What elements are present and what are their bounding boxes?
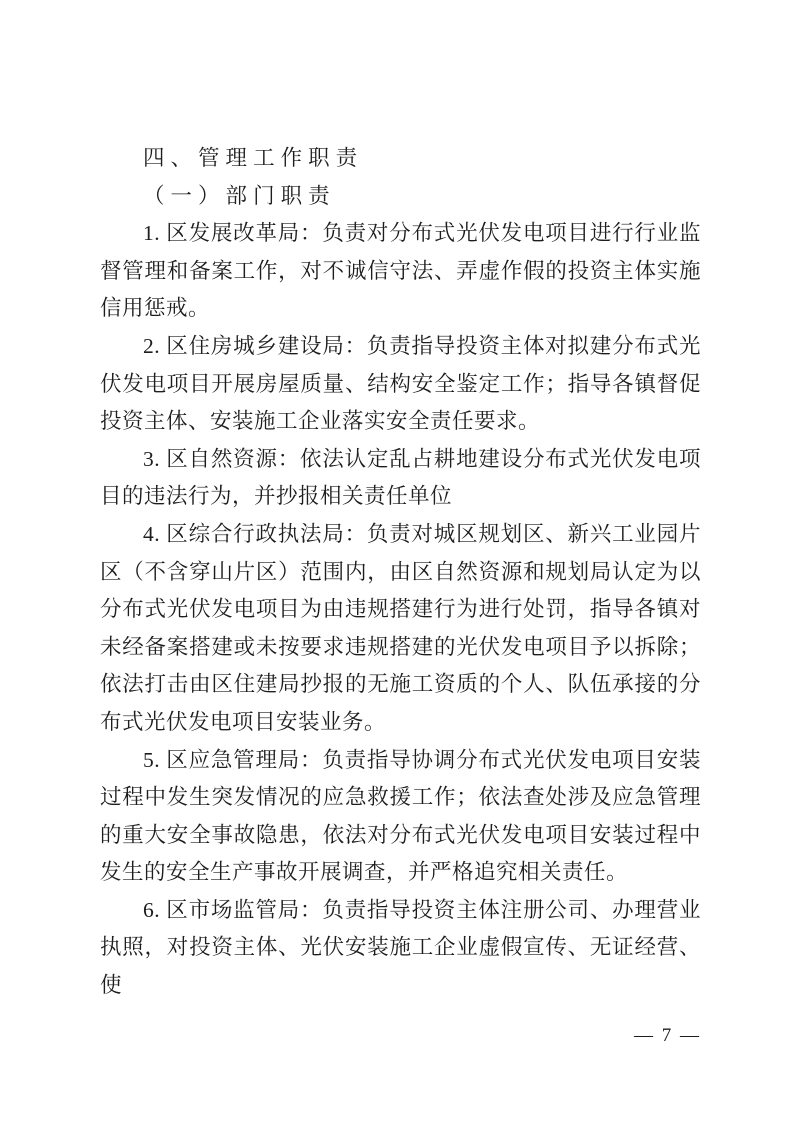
section-heading: 四、管理工作职责	[143, 146, 364, 170]
paragraph-natural-resources: 3. 区自然资源：依法认定乱占耕地建设分布式光伏发电项目的违法行为，并抄报相关责任单位	[100, 446, 701, 509]
page-number: — 7 —	[634, 1025, 701, 1046]
paragraph-housing-urban-rural-construction-bureau: 2. 区住房城乡建设局：负责指导投资主体对拟建分布式光伏发电项目开展房屋质量、结构安全鉴定工作；指导各镇督促投资主体、安装施工企业落实安全责任要求。	[100, 333, 701, 434]
paragraph-emergency-management-bureau: 5. 区应急管理局：负责指导协调分布式光伏发电项目安装过程中发生突发情况的应急救援工作；依法查处涉及应急管理的重大安全事故隐患，依法对分布式光伏发电项目安装过程中发生的安全生产事故开展调查，并严格追究相关责任。	[100, 747, 701, 885]
paragraph-development-reform-bureau: 1. 区发展改革局：负责对分布式光伏发电项目进行行业监督管理和备案工作，对不诚信守法、弄虚作假的投资主体实施信用惩戒。	[100, 221, 701, 321]
subsection-heading: （一）部门职责	[143, 183, 336, 208]
page-footer	[634, 1024, 701, 1048]
paragraph-comprehensive-administrative-law-enforcement-bureau: 4. 区综合行政执法局：负责对城区规划区、新兴工业园片区（不含穿山片区）范围内，由区自然资源和规划局认定为以分布式光伏发电项目为由违规搭建行为进行处罚，指导各镇对未经备案搭建或未按要求违规搭建的光伏发电项目予以拆除；依法打击由区住建局抄报的无施工资质的个人、队伍承接的分布式光伏发电项目安装业务。	[100, 521, 701, 734]
document-body	[100, 140, 701, 1005]
paragraph-market-supervision-bureau: 6. 区市场监管局：负责指导投资主体注册公司、办理营业执照，对投资主体、光伏安装施工企业虚假宣传、无证经营、使	[100, 897, 701, 998]
